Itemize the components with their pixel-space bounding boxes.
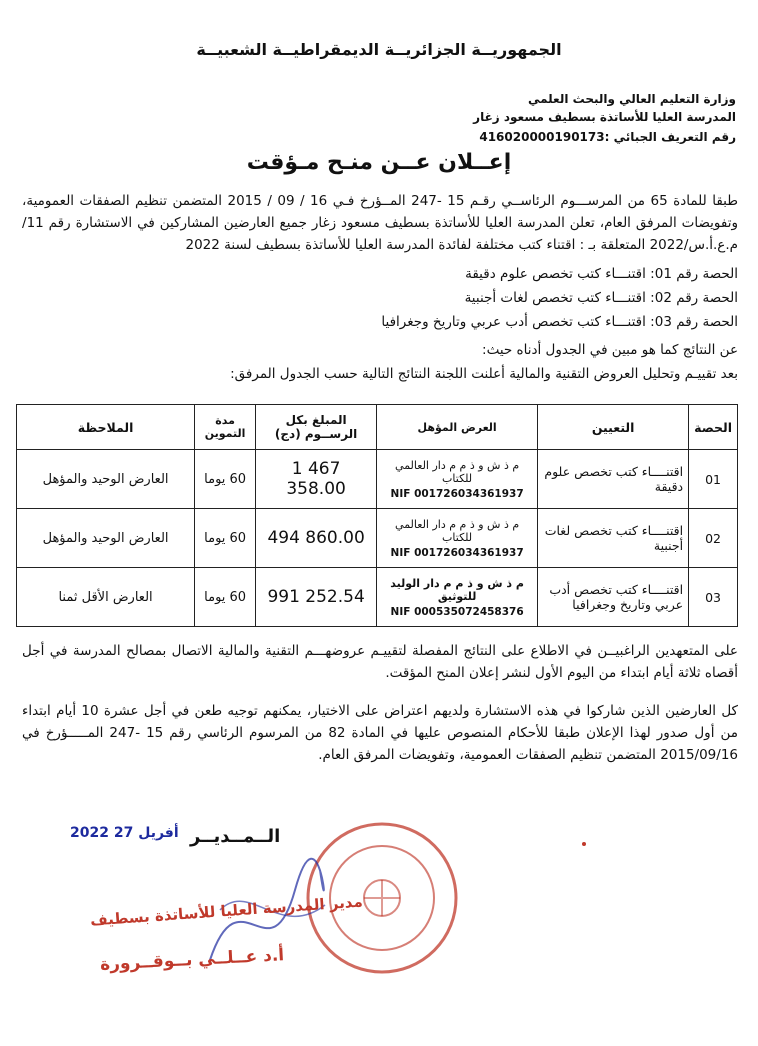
republic-heading: الجمهوريــة الجزائريــة الديمقراطيــة الشعبيــة (196, 40, 562, 59)
tax-id: رقم التعريف الجبائي :416020000190173 (479, 130, 736, 144)
row-bidder: م ذ ش و ذ م م دار الوليد للتوثيق (390, 576, 524, 603)
header-note: الملاحظة (17, 405, 195, 450)
results-table (16, 404, 738, 627)
table-row (17, 509, 738, 568)
row-note: العارض الوحيد والمؤهل (17, 450, 195, 509)
row-nif: NIF 001726034361937 (390, 546, 524, 559)
lot-line-2: الحصة رقم 02: اقتنـــاء كتب تخصص لغات أجنبية (464, 290, 738, 306)
lot-line-3: الحصة رقم 03: اقتنـــاء كتب تخصص أدب عربي وتاريخ وجغرافيا (381, 314, 738, 330)
row-nif: NIF 001726034361937 (390, 487, 524, 500)
row-nif: NIF 000535072458376 (390, 605, 524, 618)
header-lot: الحصة (689, 405, 738, 450)
row-bidder: م ذ ش و ذ م م دار العالمي للكتاب (395, 458, 520, 485)
director-label: الــمــديــر (190, 826, 281, 847)
header-amount: المبلغ بكل الرســوم (دج) (256, 405, 377, 450)
row-bidder-cell (377, 509, 538, 568)
ministry-name: وزارة التعليم العالي والبحث العلمي (527, 92, 736, 106)
row-bidder-cell (377, 450, 538, 509)
table-row (17, 568, 738, 627)
row-designation: اقتنــــاء كتب تخصص أدب عربي وتاريخ وجغرافيا (538, 568, 689, 627)
document-title: إعــلان عــن منـح مـؤقت (246, 150, 512, 175)
table-header-row (17, 405, 738, 450)
row-duration: 60 يوما (195, 509, 256, 568)
intro-paragraph: طبقا للمادة 65 من المرســـوم الرئاســي رقـم 15 -247 المــؤرخ فـي 16 / 09 / 2015 المتضمن تنظيم الصفقات العمومية، وتفويضات المرفق العام، تعلن المدرسة العليا للأساتذة بسطيف مسعود زغار جميع العارضين المشاركين في الاستشارة رقم 11/م.ع.أ.س/2022 المتعلقة بـ : اقتناء كتب مختلفة لفائدة المدرسة العليا للأساتذة بسطيف لسنة 2022 (22, 193, 738, 253)
stamp-name: أ.د عــلــي بــوقــرورة (99, 945, 285, 975)
footer-paragraph-2: كل العارضين الذين شاركوا في هذه الاستشارة ولديهم اعتراض على الاختيار، يمكنهم توجيه طعن في أجل عشرة 10 أيام ابتداء من أول صدور لهذا الإعلان طبقا للأحكام المنصوص عليها في المادة 82 من المرسوم الرئاسي رقم 15 -247 المـــــؤرخ في 2015/09/16 المتضمن تنظيم الصفقات العمومية، وتفويضات المرفق العام. (22, 703, 738, 763)
row-lot: 03 (689, 568, 738, 627)
row-note: العارض الأقل ثمنا (17, 568, 195, 627)
lot-line-1: الحصة رقم 01: اقتنـــاء كتب تخصص علوم دقيقة (465, 266, 738, 282)
header-bidder: العرض المؤهل (377, 405, 538, 450)
row-duration: 60 يوما (195, 568, 256, 627)
row-amount: 1 467 358.00 (256, 450, 377, 509)
ink-dot (582, 842, 586, 846)
row-duration: 60 يوما (195, 450, 256, 509)
row-lot: 02 (689, 509, 738, 568)
header-duration: مدة التموين (195, 405, 256, 450)
row-designation: اقتنــــاء كتب تخصص لغات أجنبية (538, 509, 689, 568)
footer-paragraph-1: على المتعهدين الراغبيــن في الاطلاع على النتائج المفصلة لتقييـم عروضهـــم التقنية والمالية الاتصال بمصالح المدرسة في أجل أقصاه ثلاثة أيام ابتداء من اليوم الأول لنشر إعلان المنح المؤقت. (22, 643, 738, 681)
row-bidder: م ذ ش و ذ م م دار العالمي للكتاب (395, 517, 520, 544)
school-name: المدرسة العليا للأساتذة بسطيف مسعود زغار (473, 110, 736, 124)
date-stamp: 2022 أفريل 27 (70, 825, 179, 841)
stamp-title: مدير المدرسة العليا للأساتذة بسطيف (89, 892, 364, 930)
row-note: العارض الوحيد والمؤهل (17, 509, 195, 568)
row-bidder-cell (377, 568, 538, 627)
row-amount: 494 860.00 (256, 509, 377, 568)
header-designation: التعيين (538, 405, 689, 450)
row-lot: 01 (689, 450, 738, 509)
row-designation: اقتنــــاء كتب تخصص علوم دقيقة (538, 450, 689, 509)
evaluation-line: بعد تقييـم وتحليل العروض التقنية والمالية أعلنت اللجنة النتائج التالية حسب الجدول المرفق: (230, 366, 738, 382)
results-line: عن النتائج كما هو مبين في الجدول أدناه حيث: (482, 342, 738, 358)
table-row (17, 450, 738, 509)
row-amount: 991 252.54 (256, 568, 377, 627)
